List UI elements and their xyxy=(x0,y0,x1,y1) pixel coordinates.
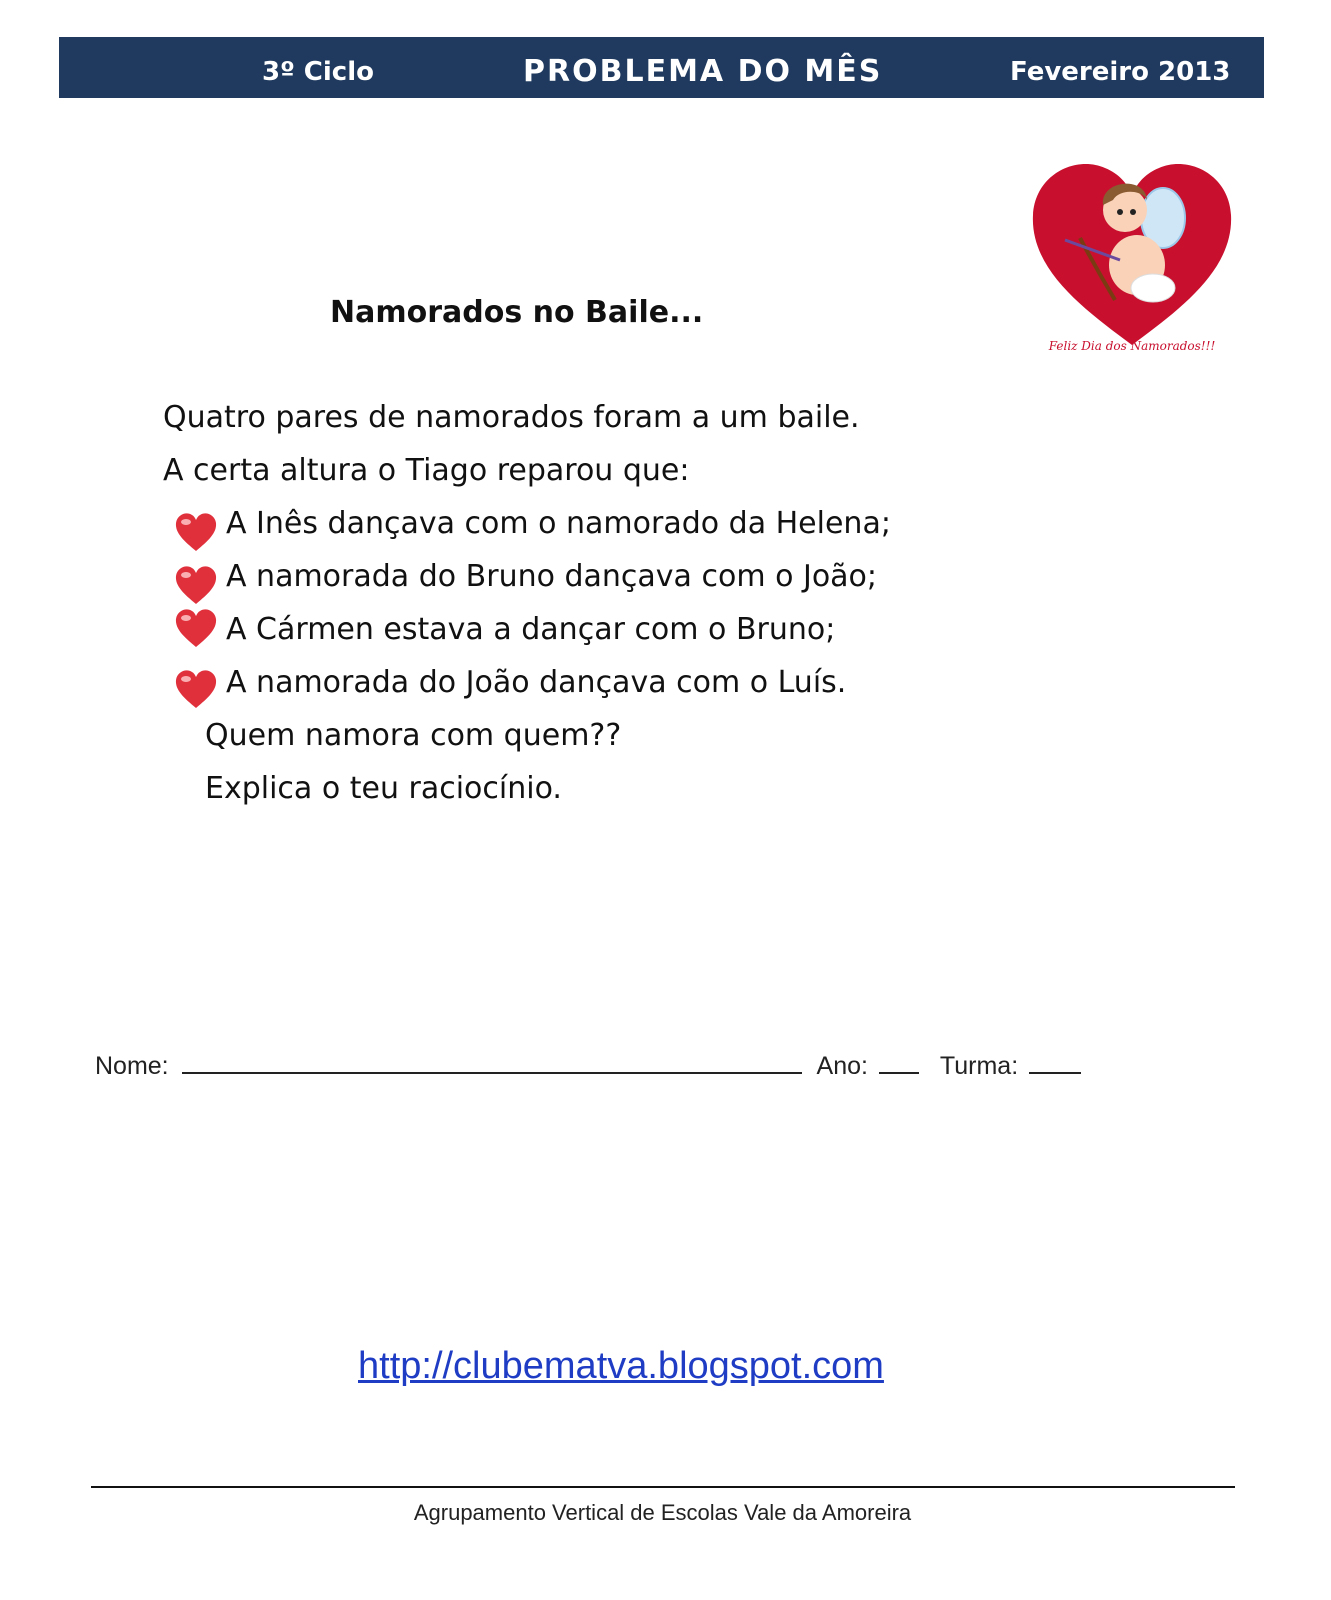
heart-bullet-icon xyxy=(174,564,218,606)
name-field[interactable] xyxy=(182,1050,802,1074)
header-date: Fevereiro 2013 xyxy=(1010,57,1231,87)
header-title: PROBLEMA DO MÊS xyxy=(523,54,883,89)
blog-link[interactable]: http://clubematva.blogspot.com xyxy=(358,1345,884,1387)
clue-line: A namorada do João dançava com o Luís. xyxy=(226,665,847,700)
heart-bullet-icon xyxy=(174,668,218,710)
intro-line: Quatro pares de namorados foram a um baile. xyxy=(163,400,860,435)
class-field[interactable] xyxy=(1029,1050,1081,1074)
cupid-caption: Feliz Dia dos Namorados!!! xyxy=(1048,339,1216,353)
clue-line: A Cármen estava a dançar com o Bruno; xyxy=(226,612,836,647)
intro-line: A certa altura o Tiago reparou que: xyxy=(163,453,690,488)
year-label: Ano: xyxy=(816,1052,868,1080)
class-label: Turma: xyxy=(939,1052,1019,1080)
header-cycle: 3º Ciclo xyxy=(262,57,374,87)
name-label: Nome: xyxy=(95,1052,169,1080)
clue-line: A namorada do Bruno dançava com o João; xyxy=(226,559,878,594)
heart-bullet-icon xyxy=(174,607,218,649)
footer-school: Agrupamento Vertical de Escolas Vale da Amoreira xyxy=(413,1500,912,1525)
footer-divider xyxy=(91,1486,1235,1488)
clue-line: A Inês dançava com o namorado da Helena; xyxy=(226,506,891,541)
question-line: Quem namora com quem?? xyxy=(205,718,622,753)
heart-bullet-icon xyxy=(174,511,218,553)
problem-title: Namorados no Baile... xyxy=(330,295,704,330)
header-bar xyxy=(59,37,1264,98)
question-line: Explica o teu raciocínio. xyxy=(205,771,562,806)
cupid-heart-icon xyxy=(1025,150,1240,365)
year-field[interactable] xyxy=(879,1050,919,1074)
student-form xyxy=(95,1050,1081,1081)
